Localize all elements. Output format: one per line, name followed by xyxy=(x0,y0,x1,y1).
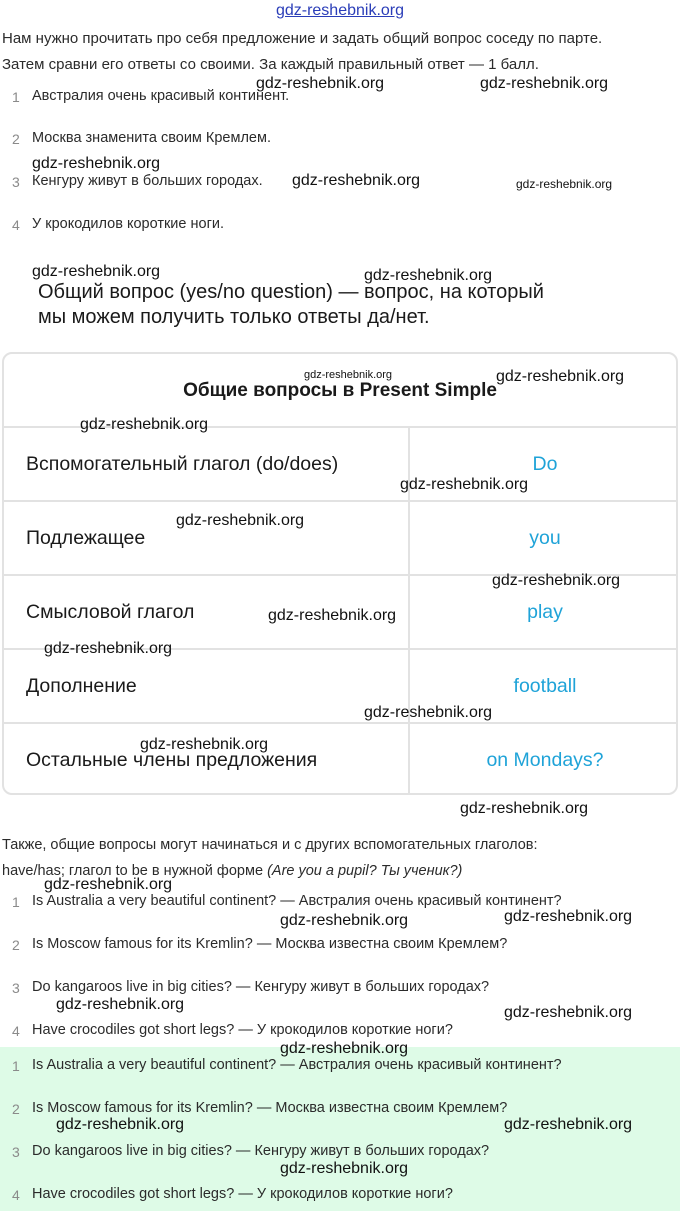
watermark: gdz-reshebnik.org xyxy=(280,912,409,929)
item-number: 3 xyxy=(12,174,20,190)
item-text: Is Australia a very beautiful continent? — Австралия очень красивый континент? xyxy=(32,1057,562,1073)
watermark: gdz-reshebnik.org xyxy=(496,368,625,385)
item-text: Is Moscow famous for its Kremlin? — Москва известна своим Кремлем? xyxy=(32,1100,508,1116)
table-row-label: Смысловой глагол xyxy=(26,601,195,623)
watermark: gdz-reshebnik.org xyxy=(280,1160,409,1177)
item-number: 2 xyxy=(12,937,20,953)
intro-line-1: Нам нужно прочитать про себя предложение и задать общий вопрос соседу по парте. xyxy=(2,30,603,47)
item-number: 4 xyxy=(12,217,20,233)
table-row-value: you xyxy=(529,527,561,549)
watermark: gdz-reshebnik.org xyxy=(44,640,173,657)
item-number: 2 xyxy=(12,131,20,147)
item-text: У крокодилов короткие ноги. xyxy=(32,216,224,232)
watermark: gdz-reshebnik.org xyxy=(504,1004,633,1021)
watermark: gdz-reshebnik.org xyxy=(280,1040,409,1057)
table-row-value: Do xyxy=(532,453,558,475)
watermark: gdz-reshebnik.org xyxy=(364,267,493,284)
item-number: 3 xyxy=(12,1144,20,1160)
watermark: gdz-reshebnik.org xyxy=(492,572,621,589)
watermark: gdz-reshebnik.org xyxy=(460,800,589,817)
item-number: 1 xyxy=(12,89,20,105)
item-text: Do kangaroos live in big cities? — Кенгуру живут в больших городах? xyxy=(32,1143,490,1159)
site-header-link[interactable]: gdz-reshebnik.org xyxy=(275,2,405,19)
watermark: gdz-reshebnik.org xyxy=(256,75,385,92)
watermark: gdz-reshebnik.org xyxy=(400,476,529,493)
watermark: gdz-reshebnik.org xyxy=(364,704,493,721)
intro-line-2: Затем сравни его ответы со своими. За каждый правильный ответ — 1 балл. xyxy=(2,56,539,73)
also-line-1: Также, общие вопросы могут начинаться и с других вспомогательных глаголов: xyxy=(2,837,538,853)
item-number: 1 xyxy=(12,1058,20,1074)
item-text: Have crocodiles got short legs? — У крокодилов короткие ноги? xyxy=(32,1022,453,1038)
watermark: gdz-reshebnik.org xyxy=(56,996,185,1013)
table-row-value: football xyxy=(513,675,577,697)
item-number: 3 xyxy=(12,980,20,996)
item-text: Москва знаменита своим Кремлем. xyxy=(32,130,271,146)
item-text: Do kangaroos live in big cities? — Кенгуру живут в больших городах? xyxy=(32,979,490,995)
item-number: 4 xyxy=(12,1023,20,1039)
table-row-label: Вспомогательный глагол (do/does) xyxy=(26,453,339,475)
item-text: Кенгуру живут в больших городах. xyxy=(32,173,263,189)
item-number: 2 xyxy=(12,1101,20,1117)
table-title: Общие вопросы в Present Simple xyxy=(183,380,497,401)
watermark: gdz-reshebnik.org xyxy=(504,1116,633,1133)
item-text: Is Moscow famous for its Kremlin? — Москва известна своим Кремлем? xyxy=(32,936,508,952)
watermark: gdz-reshebnik.org xyxy=(32,263,161,280)
watermark: gdz-reshebnik.org xyxy=(80,416,209,433)
table-divider xyxy=(4,500,676,502)
also-line-2-example: (Are you a pupil? Ты ученик?) xyxy=(267,863,463,879)
item-text: Is Australia a very beautiful continent? — Австралия очень красивый континент? xyxy=(32,893,562,909)
table-row-label: Остальные члены предложения xyxy=(26,749,318,771)
watermark: gdz-reshebnik.org xyxy=(504,908,633,925)
watermark: gdz-reshebnik.org xyxy=(480,75,609,92)
item-text: Австралия очень красивый континент. xyxy=(32,88,290,104)
watermark: gdz-reshebnik.org xyxy=(304,369,393,381)
watermark: gdz-reshebnik.org xyxy=(32,155,161,172)
watermark: gdz-reshebnik.org xyxy=(268,607,397,624)
watermark: gdz-reshebnik.org xyxy=(516,177,613,191)
table-divider xyxy=(4,722,676,724)
item-text: Have crocodiles got short legs? — У крокодилов короткие ноги? xyxy=(32,1186,453,1202)
item-number: 1 xyxy=(12,894,20,910)
table-row-label: Подлежащее xyxy=(26,527,146,549)
also-line-2-text: have/has; глагол to be в нужной форме xyxy=(2,863,268,879)
definition-line-1: Общий вопрос (yes/no question) — вопрос, на который xyxy=(38,281,544,303)
watermark: gdz-reshebnik.org xyxy=(56,1116,185,1133)
definition-line-2: мы можем получить только ответы да/нет. xyxy=(38,306,430,328)
watermark: gdz-reshebnik.org xyxy=(292,172,421,189)
watermark: gdz-reshebnik.org xyxy=(44,876,173,893)
table-row-value: play xyxy=(527,601,563,623)
item-number: 4 xyxy=(12,1187,20,1203)
watermark: gdz-reshebnik.org xyxy=(176,512,305,529)
table-row-value: on Mondays? xyxy=(486,749,604,771)
watermark: gdz-reshebnik.org xyxy=(140,736,269,753)
table-row-label: Дополнение xyxy=(26,675,137,697)
